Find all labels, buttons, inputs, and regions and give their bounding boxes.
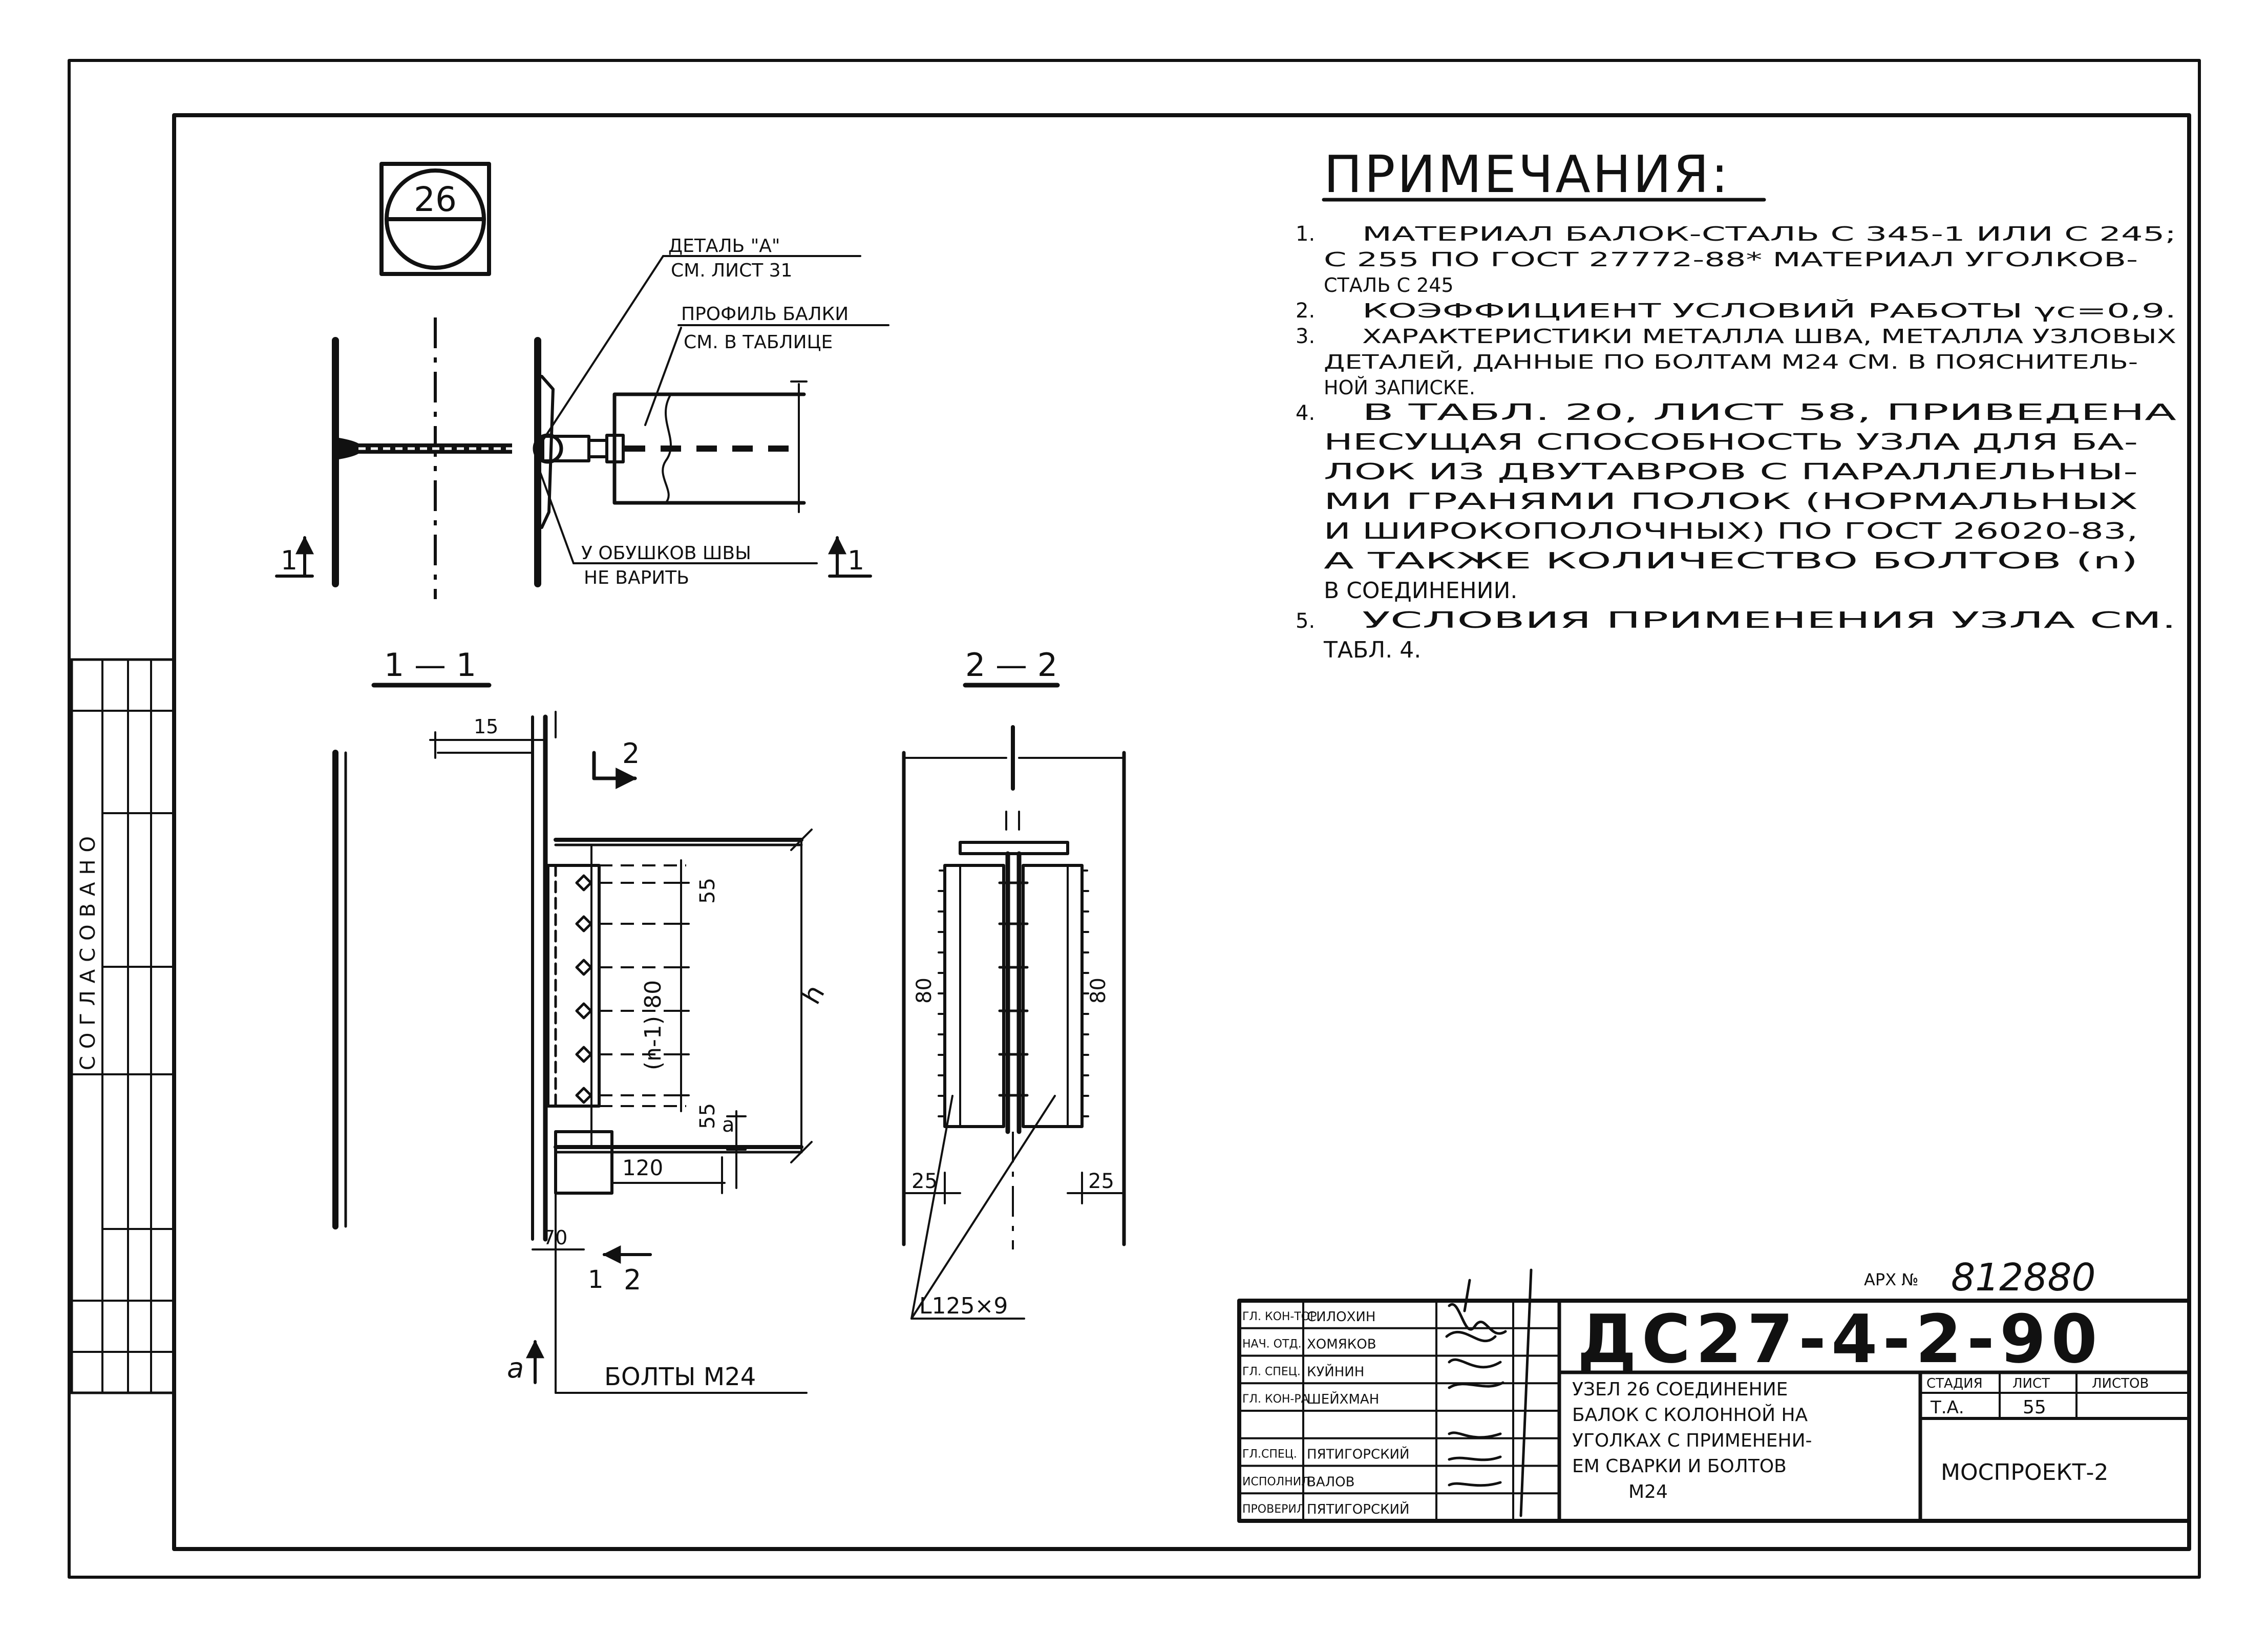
detail-label-line2: СМ. ЛИСТ 31 [671,260,793,281]
note-line: ХАРАКТЕРИСТИКИ МЕТАЛЛА ШВА, МЕТАЛЛА УЗЛОВЫХ [1362,325,2176,348]
profile-label-line1: ПРОФИЛЬ БАЛКИ [681,304,849,325]
note-line: МИ ГРАНЯМИ ПОЛОК (НОРМАЛЬНЫХ [1324,489,2138,515]
role-name: СИЛОХИН [1307,1309,1376,1325]
drawing-code: ДС27-4-2-90 [1577,1300,2103,1378]
description-line: М24 [1628,1481,1668,1502]
section-1-1 [335,646,831,1393]
stage-value: Т.А. [1931,1397,1964,1418]
role-label: ИСПОЛНИЛ [1242,1475,1310,1489]
note-line: ДЕТАЛЕЙ, ДАННЫЕ ПО БОЛТАМ М24 СМ. В ПОЯСНИТЕЛЬ- [1324,351,2138,373]
note-line: КОЭФФИЦИЕНТ УСЛОВИЙ РАБОТЫ γc=0,9. [1362,300,2176,322]
role-label: ГЛ. КОН-РА [1242,1393,1309,1406]
dim-55-bottom: 55 [696,1103,719,1129]
notes-block [1296,144,2176,663]
description-line: УГОЛКАХ С ПРИМЕНЕНИ- [1572,1430,1812,1451]
note-number: 5. [1296,609,1316,633]
plan-view [277,236,888,599]
role-name: ПЯТИГОРСКИЙ [1307,1502,1410,1517]
note-number: 1. [1296,222,1316,246]
title-block-roles [1239,1309,1559,1517]
bolt-row [577,876,591,1102]
plan-cut-mark-left: 1 [281,545,298,576]
notes-list [1296,222,2176,663]
note-line: ТАБЛ. 4. [1324,637,1422,663]
role-label: ГЛ.СПЕЦ. [1242,1448,1297,1461]
note-number: 4. [1296,401,1316,425]
note-line: С 255 ПО ГОСТ 27772-88* МАТЕРИАЛ УГОЛКОВ- [1324,248,2138,271]
angle-label: L125×9 [919,1293,1008,1319]
note-line: В ТАБЛ. 20, ЛИСТ 58, ПРИВЕДЕНА [1362,399,2176,426]
dim-right-80: 80 [1087,978,1110,1004]
plan-cut-mark-right: 1 [847,545,865,576]
role-name: ШЕЙХМАН [1307,1392,1380,1407]
profile-label-line2: СМ. В ТАБЛИЦЕ [684,332,833,353]
role-label: НАЧ. ОТД. [1242,1338,1302,1351]
note-line: В СОЕДИНЕНИИ. [1324,578,1518,604]
role-name: ВАЛОВ [1307,1474,1355,1490]
weld-label-line1: У ОБУШКОВ ШВЫ [581,543,751,564]
archive-no-label: АРХ № [1864,1270,1919,1289]
note-line: ЛОК ИЗ ДВУТАВРОВ С ПАРАЛЛЕЛЬНЫ- [1324,459,2138,485]
role-name: ПЯТИГОРСКИЙ [1307,1447,1410,1462]
cut-mark-1-bottom: 1 [588,1265,604,1294]
section-2-2 [904,646,1124,1319]
archive-no-value: 812880 [1951,1256,2096,1300]
note-number: 3. [1296,325,1316,348]
role-label: ПРОВЕРИЛ [1242,1503,1305,1516]
signature-marks [1447,1270,1531,1516]
sheets-header: ЛИСТОВ [2092,1376,2149,1391]
role-label: ГЛ. СПЕЦ. [1242,1365,1301,1378]
weld-label-line2: НЕ ВАРИТЬ [584,567,689,588]
note-line: А ТАКЖЕ КОЛИЧЕСТВО БОЛТОВ (n) [1324,548,2138,574]
note-line: И ШИРОКОПОЛОЧНЫХ) ПО ГОСТ 26020-83, [1324,518,2138,544]
dim-n1-80: (n-1) 80 [640,980,666,1070]
organization: МОСПРОЕКТ-2 [1941,1459,2109,1486]
node-marker [381,164,489,274]
description-line: ЕМ СВАРКИ И БОЛТОВ [1572,1456,1787,1477]
dim-15: 15 [474,715,499,738]
role-name: ХОМЯКОВ [1307,1337,1376,1352]
description-line: УЗЕЛ 26 СОЕДИНЕНИЕ [1572,1379,1788,1400]
bolts-label: БОЛТЫ М24 [604,1363,756,1391]
archive-number [1864,1256,2096,1300]
dim-55-top: 55 [696,878,719,904]
approval-stamp-text: СОГЛАСОВАНО [76,829,100,1070]
cut-mark-2-top: 2 [622,737,640,770]
stage-header: СТАДИЯ [1926,1376,1983,1391]
dim-120: 120 [622,1155,664,1180]
note-line: НОЙ ЗАПИСКЕ. [1324,376,1475,399]
dim-left-25: 25 [912,1170,938,1193]
section-2-2-title: 2 — 2 [965,646,1058,684]
sheet-header: ЛИСТ [2012,1376,2050,1391]
note-line: НЕСУЩАЯ СПОСОБНОСТЬ УЗЛА ДЛЯ БА- [1324,429,2138,455]
role-label: ГЛ. КОН-ТОР [1242,1310,1317,1323]
note-line: СТАЛЬ С 245 [1324,274,1454,296]
approval-strip [72,660,174,1393]
dim-a: a [722,1113,735,1137]
sheet-value: 55 [2023,1397,2046,1418]
note-line: МАТЕРИАЛ БАЛОК-СТАЛЬ С 345-1 ИЛИ С 245; [1362,223,2176,245]
node-number: 26 [414,180,457,219]
dim-right-25: 25 [1088,1170,1114,1193]
role-name: КУЙНИН [1307,1364,1365,1380]
notes-heading: ПРИМЕЧАНИЯ: [1324,144,1730,204]
dim-left-80: 80 [913,978,936,1004]
note-line: УСЛОВИЯ ПРИМЕНЕНИЯ УЗЛА СМ. [1362,607,2176,633]
detail-label-line1: ДЕТАЛЬ "А" [668,236,780,257]
section-1-1-title: 1 — 1 [384,646,477,684]
dim-a-bottom: a [507,1352,524,1384]
dim-h: h [796,979,831,1010]
dim-70: 70 [543,1226,568,1249]
title-block-description [1572,1379,1812,1502]
cut-mark-2-bottom: 2 [624,1264,642,1296]
note-number: 2. [1296,299,1316,323]
title-block [1239,1270,2189,1521]
description-line: БАЛОК С КОЛОННОЙ НА [1572,1405,1808,1426]
